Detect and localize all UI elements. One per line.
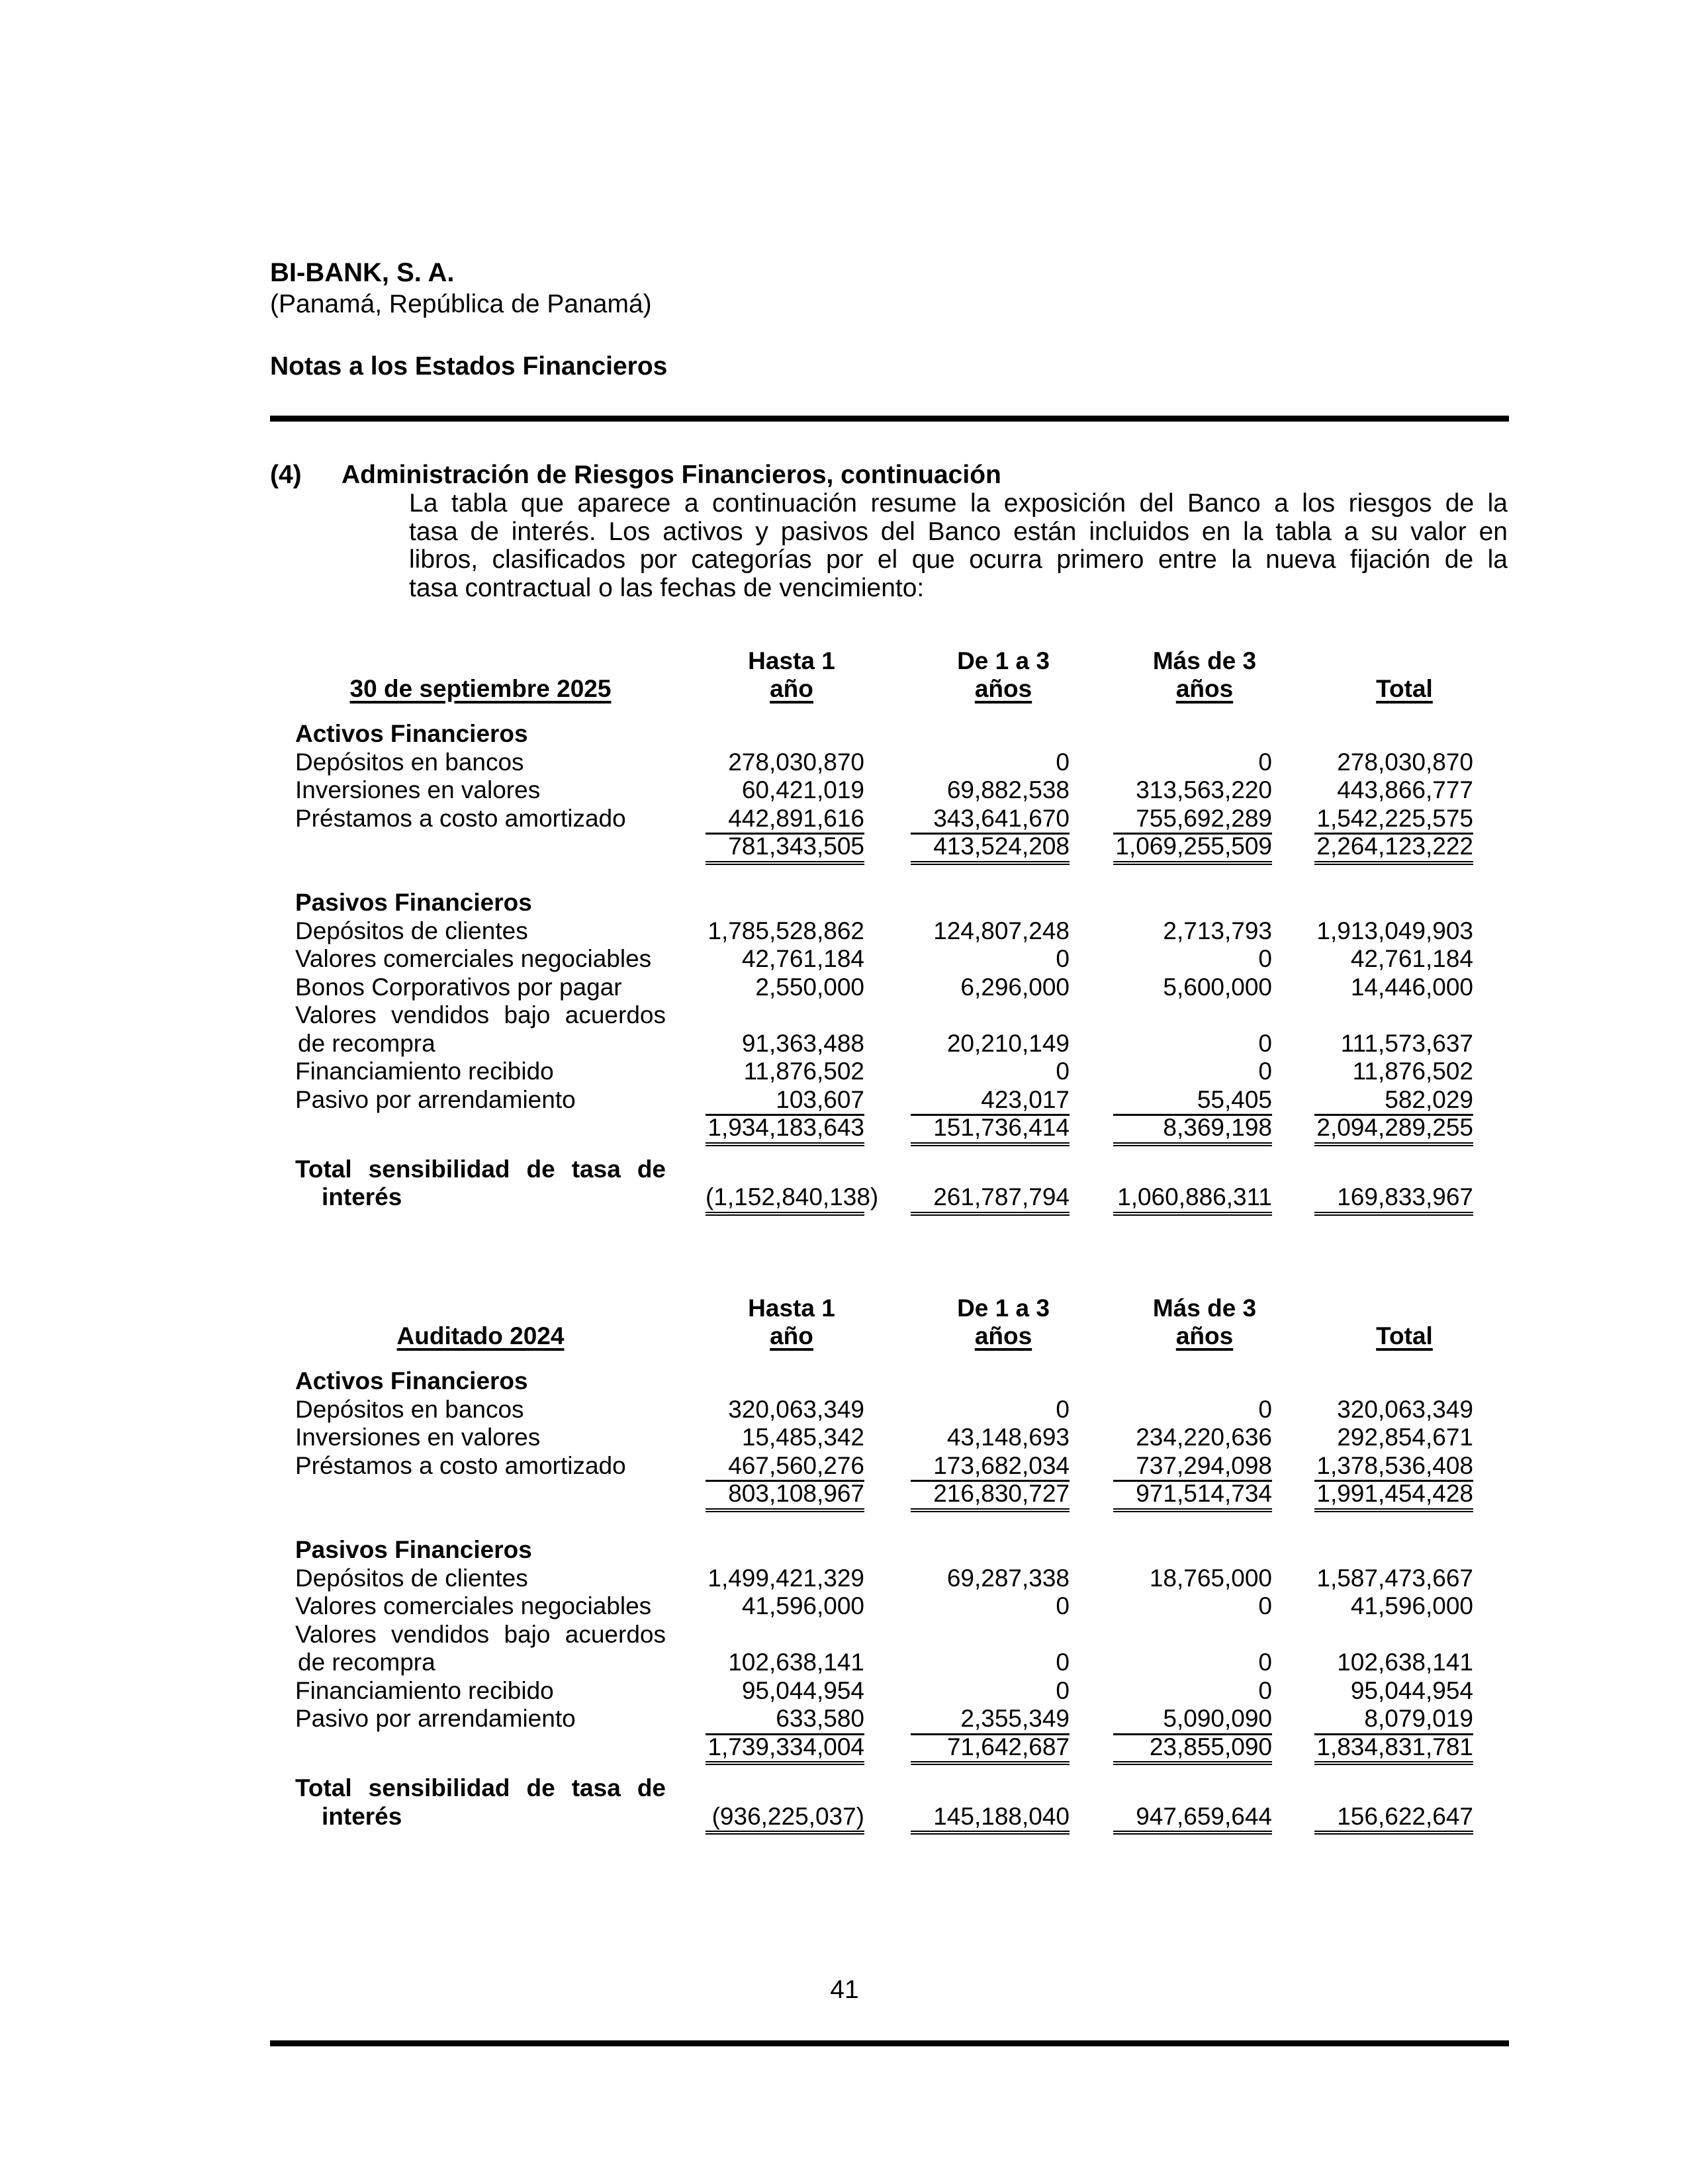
assets-heading: Activos Financieros [295, 720, 528, 747]
table-row [295, 1649, 1480, 1677]
cell-value: 2,713,793 [1163, 917, 1272, 944]
cell-value: 5,600,000 [1163, 973, 1272, 1001]
row-label: Pasivo por arrendamiento [295, 1085, 576, 1113]
cell-value: 320,063,349 [1337, 1395, 1473, 1423]
cell-value: 20,210,149 [946, 1029, 1070, 1057]
cell-value: 103,607 [706, 1086, 864, 1116]
cell-value: 91,363,488 [741, 1029, 864, 1057]
col-header-1-a-3: De 1 a 3 [957, 647, 1050, 674]
liabilities-total: 151,736,414 [911, 1114, 1070, 1146]
row-label: Inversiones en valores [295, 776, 541, 803]
table-row [295, 1058, 1480, 1086]
section-heading-row [295, 1367, 1480, 1396]
table-header [295, 647, 1480, 707]
table-row [295, 945, 1480, 974]
cell-value: 278,030,870 [728, 748, 864, 776]
cell-value: 0 [1056, 1649, 1070, 1676]
cell-value: 755,692,289 [1113, 805, 1272, 835]
sensitivity-value: (1,152,840,138) [706, 1183, 864, 1216]
cell-value: 69,287,338 [946, 1564, 1070, 1592]
cell-value: 41,596,000 [1350, 1592, 1473, 1619]
row-label: Financiamiento recibido [295, 1676, 554, 1704]
table-row [295, 1424, 1480, 1452]
row-label: Préstamos a costo amortizado [295, 1451, 626, 1479]
row-label: Depósitos en bancos [295, 1395, 524, 1423]
assets-total: 803,108,967 [706, 1480, 864, 1512]
cell-value: 2,355,349 [911, 1705, 1070, 1735]
sensitivity-value: 947,659,644 [1113, 1803, 1272, 1835]
cell-value: 42,761,184 [1350, 945, 1473, 972]
table-row [295, 1452, 1480, 1480]
cell-value: 2,550,000 [755, 973, 864, 1001]
row-label-continued: de recompra [298, 1029, 435, 1057]
cell-value: 292,854,671 [1337, 1424, 1473, 1451]
table-row-label-line [295, 1621, 1480, 1649]
assets-total: 2,264,123,222 [1314, 833, 1473, 865]
cell-value: 0 [1258, 1395, 1272, 1423]
col-header-ano: año [770, 1322, 813, 1349]
cell-value: 102,638,141 [1337, 1649, 1473, 1676]
cell-value: 0 [1056, 1395, 1070, 1423]
header-rule [270, 416, 1509, 422]
row-label: Bonos Corporativos por pagar [295, 973, 622, 1001]
cell-value: 102,638,141 [728, 1649, 864, 1676]
section-heading-row [295, 1536, 1480, 1565]
table-row [295, 1592, 1480, 1621]
table-row [295, 776, 1480, 805]
col-header-total: Total [1376, 675, 1433, 702]
cell-value: 0 [1258, 1029, 1272, 1057]
cell-value: 1,542,225,575 [1314, 805, 1473, 835]
intro-line: tasa contractual o las fechas de vencimiento: [409, 573, 925, 602]
section-heading-row [295, 720, 1480, 749]
subtotal-row [295, 1480, 1480, 1508]
assets-total: 971,514,734 [1113, 1480, 1272, 1512]
col-header-anos: años [1175, 1322, 1234, 1349]
cell-value: 443,866,777 [1337, 776, 1473, 803]
row-label: Valores comerciales negociables [295, 1592, 652, 1619]
cell-value: 95,044,954 [1350, 1676, 1473, 1704]
liabilities-total: 2,094,289,255 [1314, 1114, 1473, 1146]
company-name: BI-BANK, S. A. [270, 258, 455, 287]
cell-value: 278,030,870 [1337, 748, 1473, 776]
cell-value: 8,079,019 [1314, 1705, 1473, 1735]
cell-value: 0 [1258, 945, 1272, 972]
subtotal-row [295, 833, 1480, 861]
table-header [295, 1295, 1480, 1354]
assets-total: 1,069,255,509 [1113, 833, 1272, 865]
cell-value: 313,563,220 [1136, 776, 1272, 803]
sensitivity-label: Total sensibilidad de tasa de [295, 1774, 666, 1801]
sensitivity-value: 169,833,967 [1314, 1183, 1473, 1216]
row-label: Depósitos de clientes [295, 1564, 528, 1592]
cell-value: 1,378,536,408 [1314, 1452, 1473, 1482]
liabilities-total: 71,642,687 [911, 1733, 1070, 1766]
col-header-1-a-3: De 1 a 3 [957, 1295, 1050, 1322]
cell-value: 0 [1258, 1649, 1272, 1676]
row-label: Préstamos a costo amortizado [295, 804, 626, 832]
row-label: Depósitos de clientes [295, 917, 528, 944]
page-number: 41 [830, 1976, 859, 2004]
col-header-hasta-1: Hasta 1 [748, 647, 835, 674]
cell-value: 173,682,034 [911, 1452, 1070, 1482]
liabilities-heading: Pasivos Financieros [295, 889, 532, 916]
row-label: Pasivo por arrendamiento [295, 1705, 576, 1732]
cell-value: 14,446,000 [1350, 973, 1473, 1001]
sensitivity-label-continued: interés [322, 1183, 402, 1210]
interest-rate-table-2025 [295, 647, 1480, 1212]
sensitivity-label: Total sensibilidad de tasa de [295, 1155, 666, 1183]
sensitivity-row [295, 1183, 1480, 1212]
cell-value: 18,765,000 [1149, 1564, 1272, 1592]
company-location: (Panamá, República de Panamá) [270, 290, 652, 318]
assets-total: 781,343,505 [706, 833, 864, 865]
table-row [295, 1086, 1480, 1115]
cell-value: 442,891,616 [706, 805, 864, 835]
cell-value: 69,882,538 [946, 776, 1070, 803]
row-label: Inversiones en valores [295, 1424, 541, 1451]
sensitivity-label-row [295, 1774, 1480, 1803]
footer-rule [270, 2040, 1509, 2046]
col-header-total: Total [1376, 1322, 1433, 1349]
cell-value: 423,017 [911, 1086, 1070, 1116]
cell-value: 0 [1258, 1676, 1272, 1704]
row-label-continued: de recompra [298, 1649, 435, 1676]
intro-line: La tabla que aparece a continuación resume la exposición del Banco a los riesgos de la [409, 489, 1508, 518]
interest-rate-table-2024 [295, 1295, 1480, 1831]
liabilities-total: 8,369,198 [1113, 1114, 1272, 1146]
section-title: Administración de Riesgos Financieros, continuación [342, 461, 1001, 489]
liabilities-total: 23,855,090 [1113, 1733, 1272, 1766]
col-header-anos: años [1175, 675, 1234, 702]
cell-value: 15,485,342 [741, 1424, 864, 1451]
period-label: Auditado 2024 [396, 1322, 565, 1349]
col-header-mas-de-3: Más de 3 [1152, 647, 1257, 674]
cell-value: 633,580 [706, 1705, 864, 1735]
cell-value: 1,499,421,329 [708, 1564, 864, 1592]
col-header-mas-de-3: Más de 3 [1152, 1295, 1257, 1322]
section-number: (4) [270, 461, 302, 489]
table-row [295, 1705, 1480, 1733]
cell-value: 582,029 [1314, 1086, 1473, 1116]
assets-total: 413,524,208 [911, 833, 1070, 865]
sensitivity-label-continued: interés [322, 1802, 402, 1830]
liabilities-heading: Pasivos Financieros [295, 1536, 532, 1563]
table-row [295, 749, 1480, 777]
sensitivity-label-row [295, 1156, 1480, 1184]
table-row [295, 974, 1480, 1002]
liabilities-total: 1,834,831,781 [1314, 1733, 1473, 1766]
cell-value: 320,063,349 [728, 1395, 864, 1423]
cell-value: 43,148,693 [946, 1424, 1070, 1451]
cell-value: 0 [1258, 1592, 1272, 1619]
row-label: Valores comerciales negociables [295, 945, 652, 972]
cell-value: 0 [1056, 1592, 1070, 1619]
assets-total: 216,830,727 [911, 1480, 1070, 1512]
cell-value: 1,913,049,903 [1316, 917, 1473, 944]
intro-paragraph [409, 490, 1508, 602]
cell-value: 0 [1056, 1676, 1070, 1704]
cell-value: 467,560,276 [706, 1452, 864, 1482]
assets-heading: Activos Financieros [295, 1367, 528, 1394]
row-label: Valores vendidos bajo acuerdos [295, 1620, 666, 1648]
table-row [295, 1565, 1480, 1593]
sensitivity-value: (936,225,037) [706, 1803, 864, 1835]
row-label: Valores vendidos bajo acuerdos [295, 1001, 666, 1028]
cell-value: 0 [1258, 748, 1272, 776]
col-header-anos: años [974, 675, 1032, 702]
section-heading-row [295, 889, 1480, 917]
table-row-label-line [295, 1001, 1480, 1030]
cell-value: 111,573,637 [1340, 1029, 1473, 1057]
period-label: 30 de septiembre 2025 [349, 675, 612, 702]
notes-title: Notas a los Estados Financieros [270, 352, 668, 381]
liabilities-total: 1,739,334,004 [706, 1733, 864, 1766]
cell-value: 60,421,019 [741, 776, 864, 803]
table-row [295, 1030, 1480, 1058]
cell-value: 0 [1056, 945, 1070, 972]
table-row [295, 917, 1480, 946]
table-row [295, 805, 1480, 833]
assets-total: 1,991,454,428 [1314, 1480, 1473, 1512]
table-row [295, 1396, 1480, 1424]
row-label: Depósitos en bancos [295, 748, 524, 776]
liabilities-total: 1,934,183,643 [706, 1114, 864, 1146]
sensitivity-value: 1,060,886,311 [1113, 1183, 1272, 1216]
cell-value: 234,220,636 [1136, 1424, 1272, 1451]
cell-value: 737,294,098 [1113, 1452, 1272, 1482]
table-row [295, 1677, 1480, 1706]
col-header-ano: año [770, 675, 813, 702]
sensitivity-row [295, 1803, 1480, 1831]
cell-value: 11,876,502 [1352, 1058, 1473, 1085]
sensitivity-value: 261,787,794 [911, 1183, 1070, 1216]
cell-value: 1,785,528,862 [708, 917, 864, 944]
cell-value: 41,596,000 [741, 1592, 864, 1619]
cell-value: 1,587,473,667 [1316, 1564, 1473, 1592]
cell-value: 55,405 [1113, 1086, 1272, 1116]
cell-value: 6,296,000 [960, 973, 1070, 1001]
sensitivity-value: 156,622,647 [1314, 1803, 1473, 1835]
row-label: Financiamiento recibido [295, 1058, 554, 1085]
intro-line: libros, clasificados por categorías por el que ocurra primero entre la nueva fijación de la [409, 545, 1508, 574]
cell-value: 5,090,090 [1113, 1705, 1272, 1735]
cell-value: 0 [1056, 1058, 1070, 1085]
col-header-anos: años [974, 1322, 1032, 1349]
cell-value: 0 [1258, 1058, 1272, 1085]
cell-value: 0 [1056, 748, 1070, 776]
cell-value: 11,876,502 [743, 1058, 864, 1085]
cell-value: 343,641,670 [911, 805, 1070, 835]
cell-value: 42,761,184 [741, 945, 864, 972]
subtotal-row [295, 1733, 1480, 1762]
cell-value: 95,044,954 [741, 1676, 864, 1704]
cell-value: 124,807,248 [933, 917, 1070, 944]
sensitivity-value: 145,188,040 [911, 1803, 1070, 1835]
intro-line: tasa de interés. Los activos y pasivos del Banco están incluidos en la tabla a su valor en [409, 517, 1508, 546]
subtotal-row [295, 1114, 1480, 1142]
col-header-hasta-1: Hasta 1 [748, 1295, 835, 1322]
